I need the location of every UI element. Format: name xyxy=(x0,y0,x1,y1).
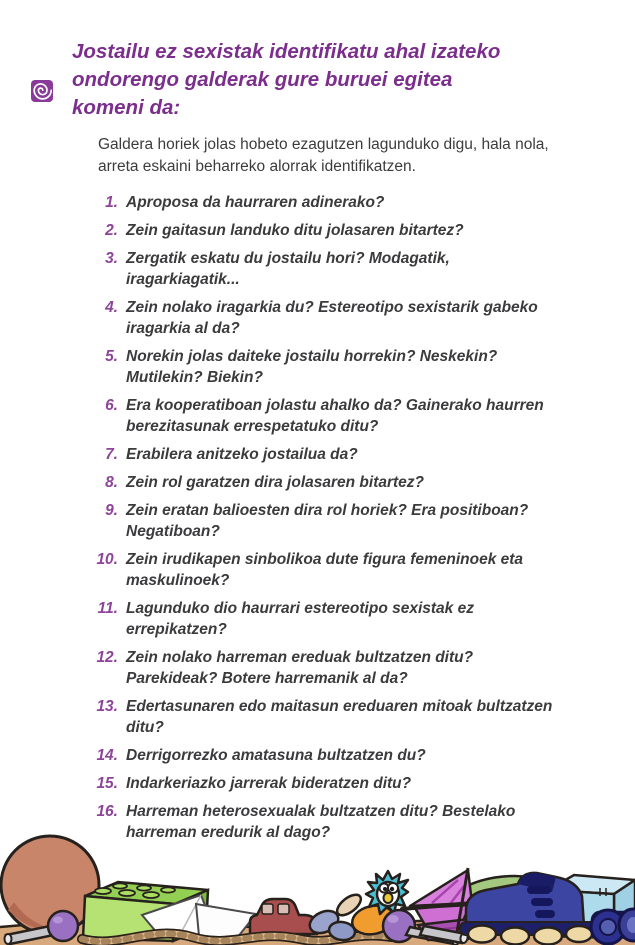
question-item xyxy=(86,696,635,738)
question-item xyxy=(86,472,635,493)
question-item xyxy=(86,444,635,465)
question-text: Zergatik eskatu du jostailu hori? Modagatik, iragarkiagatik... xyxy=(126,250,450,288)
question-number: 9. xyxy=(105,502,118,519)
document-page xyxy=(0,38,635,843)
question-text: Zein nolako harreman ereduak bultzatzen ditu? Parekideak? Botere harremanik al da? xyxy=(126,649,474,687)
question-item xyxy=(86,549,635,591)
question-number: 6. xyxy=(105,397,118,414)
question-number: 13. xyxy=(96,698,118,715)
question-text: Zein gaitasun landuko ditu jolasaren bitartez? xyxy=(126,222,464,239)
question-text: Zein eratan balioesten dira rol horiek? Era positiboan? Negatiboan? xyxy=(126,502,529,540)
question-item xyxy=(86,297,635,339)
question-text: Lagunduko dio haurrari estereotipo sexistak ez errepikatzen? xyxy=(126,600,474,638)
question-text: Zein nolako iragarkia du? Estereotipo sexistarik gabeko iragarkia al da? xyxy=(126,299,538,337)
question-item xyxy=(86,745,635,766)
question-number: 11. xyxy=(97,600,118,617)
question-list xyxy=(86,192,635,843)
question-item xyxy=(86,192,635,213)
question-item xyxy=(86,346,635,388)
question-number: 7. xyxy=(105,446,118,463)
question-number: 2. xyxy=(105,222,118,239)
question-item xyxy=(86,500,635,542)
question-item xyxy=(86,248,635,290)
question-item xyxy=(86,395,635,437)
question-text: Indarkeriazko jarrerak bideratzen ditu? xyxy=(126,775,412,792)
question-item xyxy=(86,220,635,241)
question-text: Era kooperatiboan jolastu ahalko da? Gainerako haurren berezitasunak errespetatuko ditu? xyxy=(126,397,544,435)
page-title-line: komeni da: xyxy=(72,96,181,119)
question-number: 15. xyxy=(96,775,118,792)
toys-illustration xyxy=(0,830,635,945)
page-title xyxy=(72,38,587,122)
question-number: 16. xyxy=(96,803,118,820)
question-text: Norekin jolas daiteke jostailu horrekin? Neskekin? Mutilekin? Biekin? xyxy=(126,348,498,386)
question-number: 3. xyxy=(105,250,118,267)
question-number: 8. xyxy=(105,474,118,491)
question-text: Zein irudikapen sinbolikoa dute figura femeninoek eta maskulinoek? xyxy=(126,551,524,589)
question-number: 4. xyxy=(105,299,118,316)
question-number: 10. xyxy=(96,551,118,568)
spiral-icon xyxy=(30,79,54,103)
question-number: 14. xyxy=(96,747,118,764)
question-text: Harreman heterosexualak bultzatzen ditu? Bestelako harreman eredurik al dago? xyxy=(126,803,516,841)
page-title-line: ondorengo galderak gure buruei egitea xyxy=(72,68,453,91)
question-number: 5. xyxy=(105,348,118,365)
question-text: Edertasunaren edo maitasun ereduaren mitoak bultzatzen ditu? xyxy=(126,698,553,736)
question-number: 12. xyxy=(96,649,118,666)
question-number: 1. xyxy=(105,194,118,211)
intro-text: Galdera horiek jolas hobeto ezagutzen lagunduko digu, hala nola, arreta eskaini beharreko alorrak identifikatzen. xyxy=(98,136,549,175)
question-item xyxy=(86,598,635,640)
truck-wheels-icon xyxy=(591,909,635,944)
question-text: Derrigorrezko amatasuna bultzatzen du? xyxy=(126,747,426,764)
page-title-line: Jostailu ez sexistak identifikatu ahal izateko xyxy=(72,40,501,63)
question-text: Zein rol garatzen dira jolasaren bitartez? xyxy=(126,474,425,491)
question-item xyxy=(86,773,635,794)
question-item xyxy=(86,647,635,689)
question-text: Erabilera anitzeko jostailua da? xyxy=(126,446,358,463)
question-text: Aproposa da haurraren adinerako? xyxy=(126,194,385,211)
